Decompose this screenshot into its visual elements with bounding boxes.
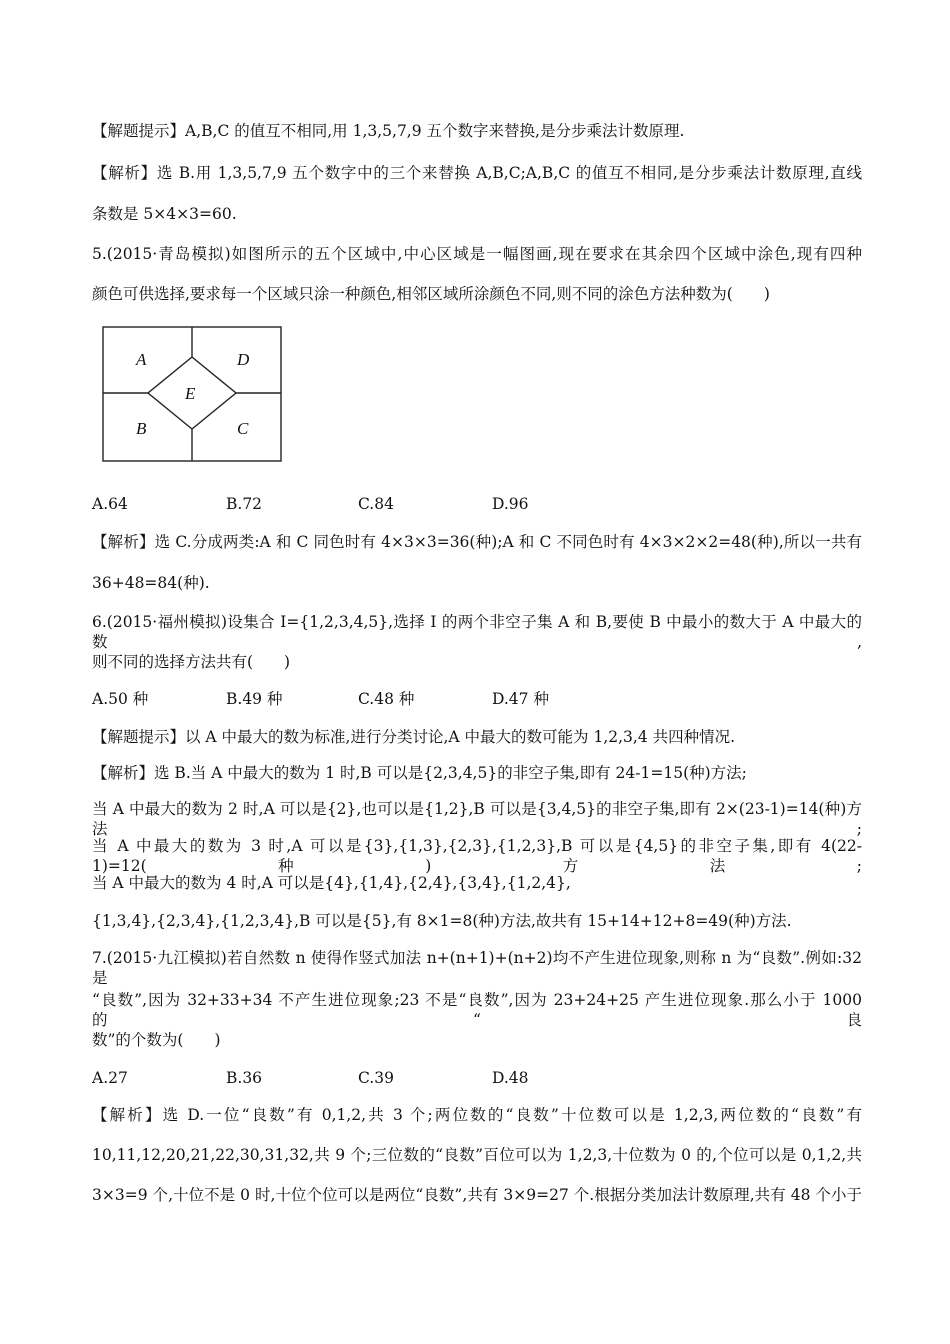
solution-line: 【解析】选 D.一位“良数”有 0,1,2,共 3 个;两位数的“良数”十位数可以是 1,2,3,两位数的“良数”有 xyxy=(92,1106,862,1124)
solution-line: 当 A 中最大的数为 4 时,A 可以是{4},{1,4},{2,4},{3,4},{1,2,4}, xyxy=(92,874,571,892)
option-a: A.27 xyxy=(92,1069,128,1087)
region-diagram xyxy=(100,324,284,464)
option-d: D.48 xyxy=(492,1069,529,1087)
solution-line: 【解析】选 B.当 A 中最大的数为 1 时,B 可以是{2,3,4,5}的非空子集,即有 24-1=15(种)方法; xyxy=(92,764,747,782)
solution-line: 条数是 5×4×3=60. xyxy=(92,205,237,223)
option-a: A.50 种 xyxy=(92,690,149,708)
option-c: C.84 xyxy=(358,495,394,513)
option-d: D.47 种 xyxy=(492,690,549,708)
question-6-line: 则不同的选择方法共有( ) xyxy=(92,653,291,671)
region-c-label: C xyxy=(237,419,249,438)
option-d: D.96 xyxy=(492,495,529,513)
question-7-line: “良数”,因为 32+33+34 不产生进位现象;23 不是“良数”,因为 23+24+25 产生进位现象.那么小于 1000 的“良 xyxy=(92,991,862,1029)
region-a-label: A xyxy=(136,350,147,369)
solution-line: 当 A 中最大的数为 2 时,A 可以是{2},也可以是{1,2},B 可以是{3,4,5}的非空子集,即有 2×(23-1)=14(种)方法; xyxy=(92,800,862,838)
solution-line: 36+48=84(种). xyxy=(92,574,210,592)
solution-line: 3×3=9 个,十位不是 0 时,十位个位可以是两位“良数”,共有 3×9=27 个.根据分类加法计数原理,共有 48 个小于 xyxy=(92,1186,862,1204)
question-5-line: 颜色可供选择,要求每一个区域只涂一种颜色,相邻区域所涂颜色不同,则不同的涂色方法种数为( ) xyxy=(92,285,770,303)
question-5-line: 5.(2015·青岛模拟)如图所示的五个区域中,中心区域是一幅图画,现在要求在其余四个区域中涂色,现有四种 xyxy=(92,245,862,263)
hint-paragraph: 【解题提示】A,B,C 的值互不相同,用 1,3,5,7,9 五个数字来替换,是分步乘法计数原理. xyxy=(92,122,685,140)
question-6-line: 6.(2015·福州模拟)设集合 I={1,2,3,4,5},选择 I 的两个非空子集 A 和 B,要使 B 中最小的数大于 A 中最大的数, xyxy=(92,613,862,651)
option-a: A.64 xyxy=(92,495,128,513)
region-e-label: E xyxy=(185,384,196,403)
solution-line: 当 A 中最大的数为 3 时,A 可以是{3},{1,3},{2,3},{1,2,3},B 可以是{4,5}的非空子集,即有 4(22-1)=12(种)方法; xyxy=(92,837,862,875)
question-7-line: 7.(2015·九江模拟)若自然数 n 使得作竖式加法 n+(n+1)+(n+2)均不产生进位现象,则称 n 为“良数”.例如:32 是 xyxy=(92,949,862,987)
hint-paragraph: 【解题提示】以 A 中最大的数为标准,进行分类讨论,A 中最大的数可能为 1,2,3,4 共四种情况. xyxy=(92,728,736,746)
solution-line: 【解析】选 B.用 1,3,5,7,9 五个数字中的三个来替换 A,B,C;A,B,C 的值互不相同,是分步乘法计数原理,直线 xyxy=(92,164,862,182)
option-b: B.72 xyxy=(226,495,263,513)
option-b: B.36 xyxy=(226,1069,263,1087)
solution-line: 10,11,12,20,21,22,30,31,32,共 9 个;三位数的“良数”百位可以为 1,2,3,十位数为 0 的,个位可以是 0,1,2,共 xyxy=(92,1146,862,1164)
solution-line: {1,3,4},{2,3,4},{1,2,3,4},B 可以是{5},有 8×1=8(种)方法,故共有 15+14+12+8=49(种)方法. xyxy=(92,912,792,930)
solution-line: 【解析】选 C.分成两类:A 和 C 同色时有 4×3×3=36(种);A 和 C 不同色时有 4×3×2×2=48(种),所以一共有 xyxy=(92,533,862,551)
region-d-label: D xyxy=(237,350,250,369)
option-b: B.49 种 xyxy=(226,690,283,708)
option-c: C.48 种 xyxy=(358,690,415,708)
question-7-line: 数”的个数为( ) xyxy=(92,1031,221,1049)
region-b-label: B xyxy=(136,419,147,438)
option-c: C.39 xyxy=(358,1069,394,1087)
